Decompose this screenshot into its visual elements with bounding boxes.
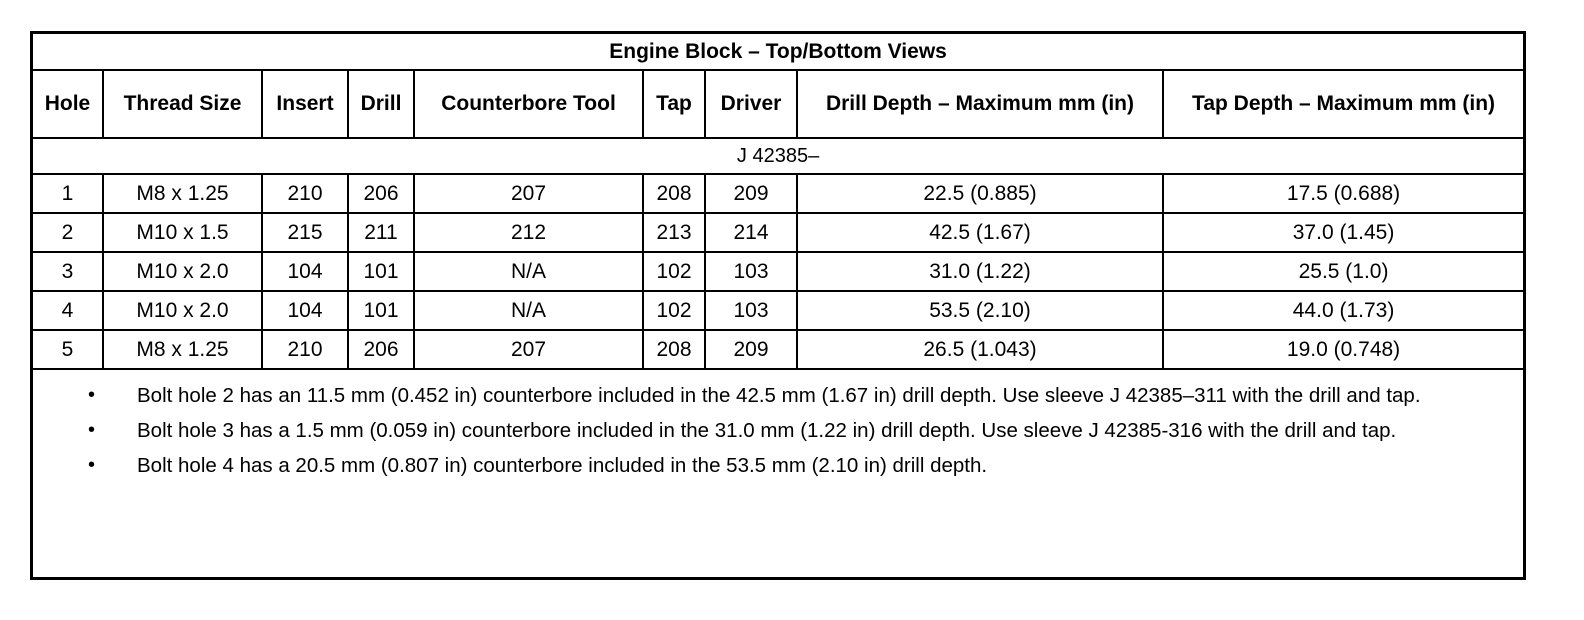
table-row <box>33 291 1523 330</box>
table-cell: 210 <box>262 174 348 213</box>
table-cell: 19.0 (0.748) <box>1163 330 1523 369</box>
note-text: Bolt hole 3 has a 1.5 mm (0.059 in) counterbore included in the 31.0 mm (1.22 in) drill depth. Use sleeve J 42385-316 with the drill and tap. <box>137 419 1397 442</box>
column-header: Drill <box>348 70 414 138</box>
header-row <box>33 70 1523 138</box>
table-cell: 5 <box>33 330 103 369</box>
table-cell: 26.5 (1.043) <box>797 330 1163 369</box>
table-cell: N/A <box>414 291 643 330</box>
column-header: Insert <box>262 70 348 138</box>
column-header: Tap Depth – Maximum mm (in) <box>1163 70 1523 138</box>
table-cell: 42.5 (1.67) <box>797 213 1163 252</box>
table-cell: 102 <box>643 291 705 330</box>
table-cell: 212 <box>414 213 643 252</box>
note-text: Bolt hole 2 has an 11.5 mm (0.452 in) counterbore included in the 42.5 mm (1.67 in) drill depth. Use sleeve J 42385–311 with the drill and tap. <box>137 384 1421 407</box>
table-cell: 17.5 (0.688) <box>1163 174 1523 213</box>
note-item <box>33 417 1523 444</box>
table-cell: M10 x 2.0 <box>103 291 262 330</box>
bullet-icon: • <box>88 384 96 406</box>
table-cell: 208 <box>643 174 705 213</box>
table-cell: 211 <box>348 213 414 252</box>
table-cell: 103 <box>705 291 797 330</box>
table-cell: 207 <box>414 330 643 369</box>
table-cell: M8 x 1.25 <box>103 330 262 369</box>
table-cell: 53.5 (2.10) <box>797 291 1163 330</box>
table-cell: 209 <box>705 174 797 213</box>
table-cell: 101 <box>348 252 414 291</box>
table-cell: 22.5 (0.885) <box>797 174 1163 213</box>
table-cell: 2 <box>33 213 103 252</box>
notes-list <box>33 382 1523 479</box>
table-cell: N/A <box>414 252 643 291</box>
specification-table <box>33 34 1523 370</box>
table-cell: 104 <box>262 291 348 330</box>
table-cell: 207 <box>414 174 643 213</box>
note-text: Bolt hole 4 has a 20.5 mm (0.807 in) counterbore included in the 53.5 mm (2.10 in) drill depth. <box>137 454 988 477</box>
table-cell: 3 <box>33 252 103 291</box>
bullet-icon: • <box>88 419 96 441</box>
table-cell: 44.0 (1.73) <box>1163 291 1523 330</box>
column-header: Thread Size <box>103 70 262 138</box>
table-cell: M8 x 1.25 <box>103 174 262 213</box>
table-body <box>33 174 1523 369</box>
bullet-icon: • <box>88 454 96 476</box>
table-cell: 206 <box>348 330 414 369</box>
column-header: Counterbore Tool <box>414 70 643 138</box>
table-cell: 103 <box>705 252 797 291</box>
table-row <box>33 213 1523 252</box>
table-cell: 102 <box>643 252 705 291</box>
table-title: Engine Block – Top/Bottom Views <box>33 34 1523 70</box>
table-row <box>33 330 1523 369</box>
spec-sheet <box>30 31 1526 580</box>
note-item <box>33 452 1523 479</box>
table-cell: M10 x 2.0 <box>103 252 262 291</box>
notes-section <box>33 370 1523 479</box>
table-cell: 214 <box>705 213 797 252</box>
table-cell: 208 <box>643 330 705 369</box>
column-header: Tap <box>643 70 705 138</box>
table-cell: 213 <box>643 213 705 252</box>
table-cell: 206 <box>348 174 414 213</box>
note-item <box>33 382 1523 409</box>
column-header: Hole <box>33 70 103 138</box>
table-cell: 104 <box>262 252 348 291</box>
table-cell: 1 <box>33 174 103 213</box>
table-cell: 31.0 (1.22) <box>797 252 1163 291</box>
table-cell: 37.0 (1.45) <box>1163 213 1523 252</box>
table-row <box>33 174 1523 213</box>
table-cell: 101 <box>348 291 414 330</box>
column-header: Drill Depth – Maximum mm (in) <box>797 70 1163 138</box>
column-header: Driver <box>705 70 797 138</box>
table-cell: 4 <box>33 291 103 330</box>
table-cell: 215 <box>262 213 348 252</box>
table-row <box>33 252 1523 291</box>
tool-kit-label: J 42385– <box>33 138 1523 174</box>
table-cell: M10 x 1.5 <box>103 213 262 252</box>
table-cell: 209 <box>705 330 797 369</box>
table-cell: 25.5 (1.0) <box>1163 252 1523 291</box>
table-cell: 210 <box>262 330 348 369</box>
